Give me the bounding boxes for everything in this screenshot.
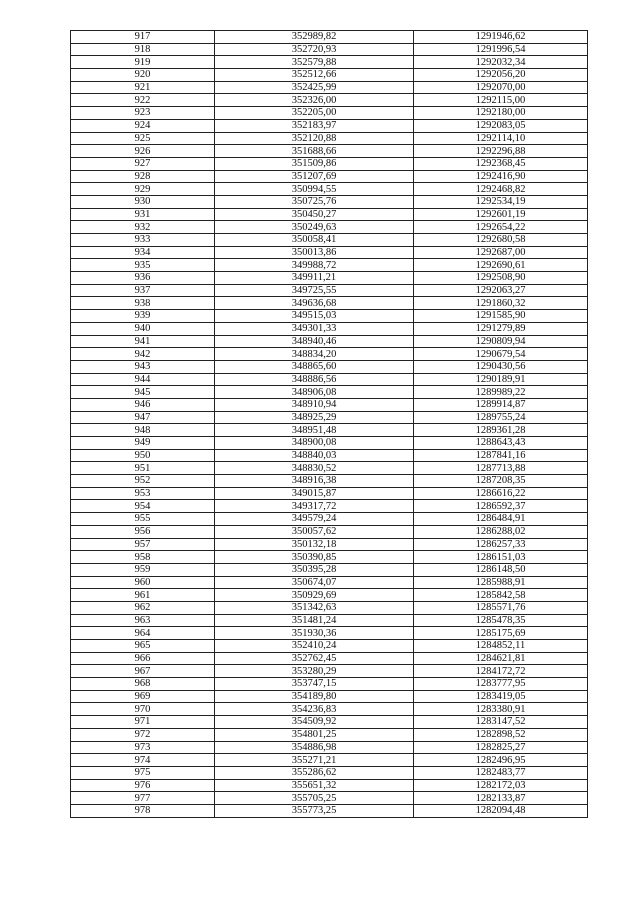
x-coordinate-cell: 350994,55: [215, 183, 414, 196]
x-coordinate-cell: 351930,36: [215, 627, 414, 640]
y-coordinate-cell: 1292468,82: [414, 183, 588, 196]
table-row: [71, 779, 588, 792]
x-coordinate-cell: 350450,27: [215, 208, 414, 221]
x-coordinate-cell: 349988,72: [215, 259, 414, 272]
x-coordinate-cell: 349725,55: [215, 284, 414, 297]
x-coordinate-cell: 352120,88: [215, 132, 414, 145]
x-coordinate-cell: 351688,66: [215, 145, 414, 158]
table-row: [71, 246, 588, 259]
y-coordinate-cell: 1289914,87: [414, 398, 588, 411]
table-row: [71, 652, 588, 665]
y-coordinate-cell: 1286592,37: [414, 500, 588, 513]
point-number-cell: 936: [71, 272, 215, 285]
x-coordinate-cell: 354886,98: [215, 741, 414, 754]
y-coordinate-cell: 1282094,48: [414, 804, 588, 817]
x-coordinate-cell: 348840,03: [215, 449, 414, 462]
y-coordinate-cell: 1292180,00: [414, 107, 588, 120]
y-coordinate-cell: 1283147,52: [414, 716, 588, 729]
x-coordinate-cell: 348910,94: [215, 398, 414, 411]
point-number-cell: 947: [71, 411, 215, 424]
y-coordinate-cell: 1290679,54: [414, 348, 588, 361]
point-number-cell: 920: [71, 69, 215, 82]
y-coordinate-cell: 1292601,19: [414, 208, 588, 221]
table-row: [71, 678, 588, 691]
y-coordinate-cell: 1291279,89: [414, 322, 588, 335]
x-coordinate-cell: 354509,92: [215, 716, 414, 729]
x-coordinate-cell: 352989,82: [215, 31, 414, 44]
point-number-cell: 925: [71, 132, 215, 145]
point-number-cell: 976: [71, 779, 215, 792]
point-number-cell: 934: [71, 246, 215, 259]
table-row: [71, 589, 588, 602]
point-number-cell: 926: [71, 145, 215, 158]
point-number-cell: 959: [71, 563, 215, 576]
x-coordinate-cell: 350132,18: [215, 538, 414, 551]
y-coordinate-cell: 1290189,91: [414, 373, 588, 386]
point-number-cell: 955: [71, 513, 215, 526]
point-number-cell: 954: [71, 500, 215, 513]
x-coordinate-cell: 350249,63: [215, 221, 414, 234]
x-coordinate-cell: 355773,25: [215, 804, 414, 817]
x-coordinate-cell: 354801,25: [215, 728, 414, 741]
x-coordinate-cell: 348916,38: [215, 475, 414, 488]
y-coordinate-cell: 1292296,88: [414, 145, 588, 158]
table-row: [71, 487, 588, 500]
x-coordinate-cell: 348940,46: [215, 335, 414, 348]
table-row: [71, 462, 588, 475]
point-number-cell: 969: [71, 690, 215, 703]
y-coordinate-cell: 1291996,54: [414, 43, 588, 56]
y-coordinate-cell: 1292508,90: [414, 272, 588, 285]
point-number-cell: 932: [71, 221, 215, 234]
point-number-cell: 923: [71, 107, 215, 120]
point-number-cell: 924: [71, 119, 215, 132]
y-coordinate-cell: 1292368,45: [414, 157, 588, 170]
table-row: [71, 56, 588, 69]
table-row: [71, 373, 588, 386]
x-coordinate-cell: 348900,08: [215, 437, 414, 450]
x-coordinate-cell: 351481,24: [215, 614, 414, 627]
y-coordinate-cell: 1287841,16: [414, 449, 588, 462]
table-row: [71, 107, 588, 120]
y-coordinate-cell: 1287208,35: [414, 475, 588, 488]
x-coordinate-cell: 355286,62: [215, 766, 414, 779]
y-coordinate-cell: 1285988,91: [414, 576, 588, 589]
table-row: [71, 728, 588, 741]
table-row: [71, 221, 588, 234]
table-row: [71, 792, 588, 805]
x-coordinate-cell: 351342,63: [215, 601, 414, 614]
table-row: [71, 614, 588, 627]
x-coordinate-cell: 350395,28: [215, 563, 414, 576]
table-row: [71, 411, 588, 424]
point-number-cell: 961: [71, 589, 215, 602]
table-row: [71, 716, 588, 729]
x-coordinate-cell: 352512,66: [215, 69, 414, 82]
point-number-cell: 963: [71, 614, 215, 627]
point-number-cell: 962: [71, 601, 215, 614]
table-row: [71, 183, 588, 196]
y-coordinate-cell: 1283419,05: [414, 690, 588, 703]
table-row: [71, 703, 588, 716]
y-coordinate-cell: 1289361,28: [414, 424, 588, 437]
point-number-cell: 927: [71, 157, 215, 170]
table-row: [71, 551, 588, 564]
x-coordinate-cell: 350057,62: [215, 525, 414, 538]
x-coordinate-cell: 352579,88: [215, 56, 414, 69]
y-coordinate-cell: 1284852,11: [414, 640, 588, 653]
point-number-cell: 940: [71, 322, 215, 335]
table-row: [71, 601, 588, 614]
point-number-cell: 939: [71, 310, 215, 323]
x-coordinate-cell: 350929,69: [215, 589, 414, 602]
table-row: [71, 690, 588, 703]
x-coordinate-cell: 355651,32: [215, 779, 414, 792]
table-row: [71, 94, 588, 107]
x-coordinate-cell: 350058,41: [215, 234, 414, 247]
table-row: [71, 31, 588, 44]
table-row: [71, 297, 588, 310]
table-row: [71, 741, 588, 754]
x-coordinate-cell: 349515,03: [215, 310, 414, 323]
y-coordinate-cell: 1282898,52: [414, 728, 588, 741]
point-number-cell: 930: [71, 195, 215, 208]
x-coordinate-cell: 354189,80: [215, 690, 414, 703]
point-number-cell: 957: [71, 538, 215, 551]
point-number-cell: 948: [71, 424, 215, 437]
y-coordinate-cell: 1282825,27: [414, 741, 588, 754]
x-coordinate-cell: 352326,00: [215, 94, 414, 107]
y-coordinate-cell: 1284621,81: [414, 652, 588, 665]
y-coordinate-cell: 1292534,19: [414, 195, 588, 208]
y-coordinate-cell: 1285478,35: [414, 614, 588, 627]
y-coordinate-cell: 1285175,69: [414, 627, 588, 640]
y-coordinate-cell: 1292115,00: [414, 94, 588, 107]
y-coordinate-cell: 1291585,90: [414, 310, 588, 323]
point-number-cell: 966: [71, 652, 215, 665]
y-coordinate-cell: 1292032,34: [414, 56, 588, 69]
table-row: [71, 310, 588, 323]
x-coordinate-cell: 349015,87: [215, 487, 414, 500]
coordinates-table-container: [70, 30, 587, 818]
y-coordinate-cell: 1286257,33: [414, 538, 588, 551]
x-coordinate-cell: 354236,83: [215, 703, 414, 716]
coordinates-table: [70, 30, 588, 818]
y-coordinate-cell: 1292083,05: [414, 119, 588, 132]
table-row: [71, 119, 588, 132]
y-coordinate-cell: 1286151,03: [414, 551, 588, 564]
y-coordinate-cell: 1292654,22: [414, 221, 588, 234]
x-coordinate-cell: 353747,15: [215, 678, 414, 691]
table-row: [71, 348, 588, 361]
point-number-cell: 922: [71, 94, 215, 107]
y-coordinate-cell: 1292056,20: [414, 69, 588, 82]
table-row: [71, 538, 588, 551]
point-number-cell: 941: [71, 335, 215, 348]
table-row: [71, 170, 588, 183]
y-coordinate-cell: 1282172,03: [414, 779, 588, 792]
y-coordinate-cell: 1286616,22: [414, 487, 588, 500]
point-number-cell: 964: [71, 627, 215, 640]
y-coordinate-cell: 1292070,00: [414, 81, 588, 94]
x-coordinate-cell: 348951,48: [215, 424, 414, 437]
point-number-cell: 935: [71, 259, 215, 272]
y-coordinate-cell: 1289989,22: [414, 386, 588, 399]
y-coordinate-cell: 1283380,91: [414, 703, 588, 716]
x-coordinate-cell: 352205,00: [215, 107, 414, 120]
point-number-cell: 970: [71, 703, 215, 716]
point-number-cell: 933: [71, 234, 215, 247]
table-row: [71, 195, 588, 208]
table-row: [71, 513, 588, 526]
point-number-cell: 949: [71, 437, 215, 450]
point-number-cell: 931: [71, 208, 215, 221]
table-row: [71, 563, 588, 576]
point-number-cell: 952: [71, 475, 215, 488]
point-number-cell: 978: [71, 804, 215, 817]
y-coordinate-cell: 1282483,77: [414, 766, 588, 779]
point-number-cell: 975: [71, 766, 215, 779]
y-coordinate-cell: 1282133,87: [414, 792, 588, 805]
table-row: [71, 398, 588, 411]
x-coordinate-cell: 349301,33: [215, 322, 414, 335]
x-coordinate-cell: 348925,29: [215, 411, 414, 424]
point-number-cell: 965: [71, 640, 215, 653]
y-coordinate-cell: 1287713,88: [414, 462, 588, 475]
point-number-cell: 919: [71, 56, 215, 69]
point-number-cell: 946: [71, 398, 215, 411]
table-row: [71, 576, 588, 589]
table-row: [71, 449, 588, 462]
y-coordinate-cell: 1284172,72: [414, 665, 588, 678]
table-row: [71, 627, 588, 640]
x-coordinate-cell: 348906,08: [215, 386, 414, 399]
table-row: [71, 766, 588, 779]
point-number-cell: 944: [71, 373, 215, 386]
table-row: [71, 640, 588, 653]
x-coordinate-cell: 353280,29: [215, 665, 414, 678]
y-coordinate-cell: 1283777,95: [414, 678, 588, 691]
x-coordinate-cell: 352762,45: [215, 652, 414, 665]
x-coordinate-cell: 355271,21: [215, 754, 414, 767]
y-coordinate-cell: 1285571,76: [414, 601, 588, 614]
y-coordinate-cell: 1290430,56: [414, 360, 588, 373]
table-row: [71, 157, 588, 170]
point-number-cell: 953: [71, 487, 215, 500]
table-row: [71, 208, 588, 221]
point-number-cell: 960: [71, 576, 215, 589]
y-coordinate-cell: 1282496,95: [414, 754, 588, 767]
x-coordinate-cell: 349911,21: [215, 272, 414, 285]
y-coordinate-cell: 1291860,32: [414, 297, 588, 310]
y-coordinate-cell: 1286288,02: [414, 525, 588, 538]
x-coordinate-cell: 352720,93: [215, 43, 414, 56]
x-coordinate-cell: 349636,68: [215, 297, 414, 310]
x-coordinate-cell: 350725,76: [215, 195, 414, 208]
point-number-cell: 968: [71, 678, 215, 691]
y-coordinate-cell: 1289755,24: [414, 411, 588, 424]
point-number-cell: 918: [71, 43, 215, 56]
table-row: [71, 525, 588, 538]
x-coordinate-cell: 348886,56: [215, 373, 414, 386]
table-row: [71, 234, 588, 247]
table-row: [71, 322, 588, 335]
point-number-cell: 917: [71, 31, 215, 44]
x-coordinate-cell: 348865,60: [215, 360, 414, 373]
y-coordinate-cell: 1290809,94: [414, 335, 588, 348]
point-number-cell: 929: [71, 183, 215, 196]
x-coordinate-cell: 349317,72: [215, 500, 414, 513]
x-coordinate-cell: 351509,86: [215, 157, 414, 170]
x-coordinate-cell: 348830,52: [215, 462, 414, 475]
table-row: [71, 81, 588, 94]
point-number-cell: 977: [71, 792, 215, 805]
point-number-cell: 973: [71, 741, 215, 754]
table-row: [71, 804, 588, 817]
table-row: [71, 145, 588, 158]
y-coordinate-cell: 1288643,43: [414, 437, 588, 450]
point-number-cell: 938: [71, 297, 215, 310]
point-number-cell: 951: [71, 462, 215, 475]
y-coordinate-cell: 1285842,58: [414, 589, 588, 602]
x-coordinate-cell: 348834,20: [215, 348, 414, 361]
table-row: [71, 360, 588, 373]
point-number-cell: 972: [71, 728, 215, 741]
x-coordinate-cell: 352410,24: [215, 640, 414, 653]
x-coordinate-cell: 352425,99: [215, 81, 414, 94]
table-row: [71, 754, 588, 767]
table-row: [71, 69, 588, 82]
x-coordinate-cell: 350390,85: [215, 551, 414, 564]
point-number-cell: 942: [71, 348, 215, 361]
point-number-cell: 937: [71, 284, 215, 297]
y-coordinate-cell: 1286484,91: [414, 513, 588, 526]
point-number-cell: 950: [71, 449, 215, 462]
y-coordinate-cell: 1292680,58: [414, 234, 588, 247]
y-coordinate-cell: 1292114,10: [414, 132, 588, 145]
point-number-cell: 971: [71, 716, 215, 729]
point-number-cell: 943: [71, 360, 215, 373]
table-row: [71, 284, 588, 297]
y-coordinate-cell: 1291946,62: [414, 31, 588, 44]
table-row: [71, 335, 588, 348]
y-coordinate-cell: 1292416,90: [414, 170, 588, 183]
y-coordinate-cell: 1292687,00: [414, 246, 588, 259]
table-row: [71, 424, 588, 437]
table-row: [71, 43, 588, 56]
table-row: [71, 437, 588, 450]
table-row: [71, 386, 588, 399]
x-coordinate-cell: 352183,97: [215, 119, 414, 132]
point-number-cell: 928: [71, 170, 215, 183]
point-number-cell: 958: [71, 551, 215, 564]
table-row: [71, 475, 588, 488]
x-coordinate-cell: 349579,24: [215, 513, 414, 526]
point-number-cell: 921: [71, 81, 215, 94]
point-number-cell: 945: [71, 386, 215, 399]
table-row: [71, 132, 588, 145]
table-row: [71, 259, 588, 272]
point-number-cell: 974: [71, 754, 215, 767]
table-body: [71, 31, 588, 818]
x-coordinate-cell: 355705,25: [215, 792, 414, 805]
point-number-cell: 956: [71, 525, 215, 538]
table-row: [71, 272, 588, 285]
y-coordinate-cell: 1286148,50: [414, 563, 588, 576]
table-row: [71, 500, 588, 513]
x-coordinate-cell: 350013,86: [215, 246, 414, 259]
x-coordinate-cell: 350674,07: [215, 576, 414, 589]
y-coordinate-cell: 1292063,27: [414, 284, 588, 297]
point-number-cell: 967: [71, 665, 215, 678]
x-coordinate-cell: 351207,69: [215, 170, 414, 183]
y-coordinate-cell: 1292690,61: [414, 259, 588, 272]
table-row: [71, 665, 588, 678]
